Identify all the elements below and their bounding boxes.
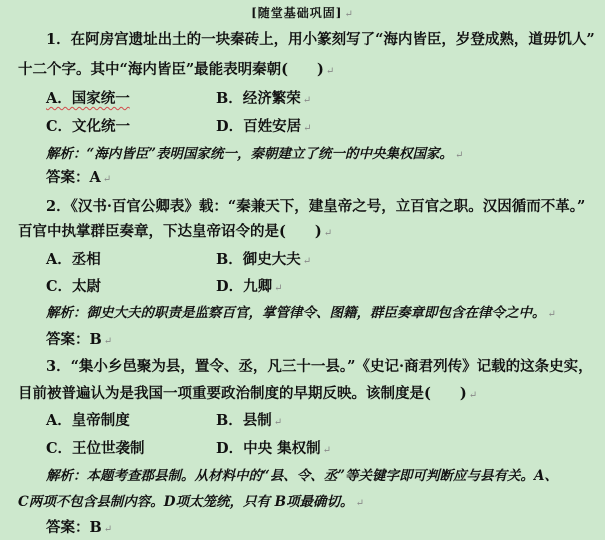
q2-answer: 答案：B ↵ xyxy=(46,331,113,348)
q1-option-b: B．经济繁荣 ↵ xyxy=(216,90,312,107)
q1-analysis: 解析：“海内皆臣”表明国家统一，秦朝建立了统一的中央集权国家。 ↵ xyxy=(46,146,464,162)
q3-option-d: D．中央 集权制 ↵ xyxy=(216,440,332,457)
q3-analysis-line2: C两项不包含县制内容。D项太笼统，只有 B项最确切。 ↵ xyxy=(18,494,364,510)
q1-answer: 答案：A ↵ xyxy=(46,169,112,186)
q3-option-b: B．县制 ↵ xyxy=(216,412,283,429)
q2-option-a: A．丞相 xyxy=(46,251,101,268)
q1-option-c: C．文化统一 xyxy=(46,118,131,135)
q2-option-c: C．太尉 xyxy=(46,278,102,295)
q3-option-c: C．王位世袭制 xyxy=(46,440,145,457)
q2-option-d: D．九卿 ↵ xyxy=(216,278,283,295)
q3-option-a: A．皇帝制度 xyxy=(46,412,130,429)
q2-analysis: 解析：御史大夫的职责是监察百官，掌管律令、图籍，群臣奏章即包含在律令之中。 ↵ xyxy=(46,305,556,321)
q3-stem-line2: 目前被普遍认为是我国一项重要政治制度的早期反映。该制度是( ) ↵ xyxy=(18,385,478,402)
q2-stem-line1: 2．《汉书·百官公卿表》载：“秦兼天下，建皇帝之号，立百官之职。汉因循而不革。” xyxy=(46,198,586,215)
q2-stem-line2: 百官中执掌群臣奏章，下达皇帝诏令的是( ) ↵ xyxy=(18,223,333,240)
q3-answer: 答案：B ↵ xyxy=(46,519,113,536)
section-title: [随堂基础巩固] ↵ xyxy=(251,6,354,20)
q1-option-d: D．百姓安居 ↵ xyxy=(216,118,312,135)
q1-stem-line2: 十二个字。其中“海内皆臣”最能表明秦朝( ) ↵ xyxy=(18,61,335,78)
q1-option-a: A．国家统一 xyxy=(46,90,130,107)
q3-stem-line1: 3．“集小乡邑聚为县，置令、丞，凡三十一县。”《史记·商君列传》记载的这条史实， xyxy=(46,358,593,375)
q3-analysis-line1: 解析：本题考查郡县制。从材料中的“县、令、丞”等关键字即可判断应与县有关。A、 xyxy=(46,468,559,484)
q2-option-b: B．御史大夫 ↵ xyxy=(216,251,312,268)
q1-stem-line1: 1．在阿房宫遗址出土的一块秦砖上，用小篆刻写了“海内皆臣，岁登成熟，道毋饥人” xyxy=(46,31,595,48)
